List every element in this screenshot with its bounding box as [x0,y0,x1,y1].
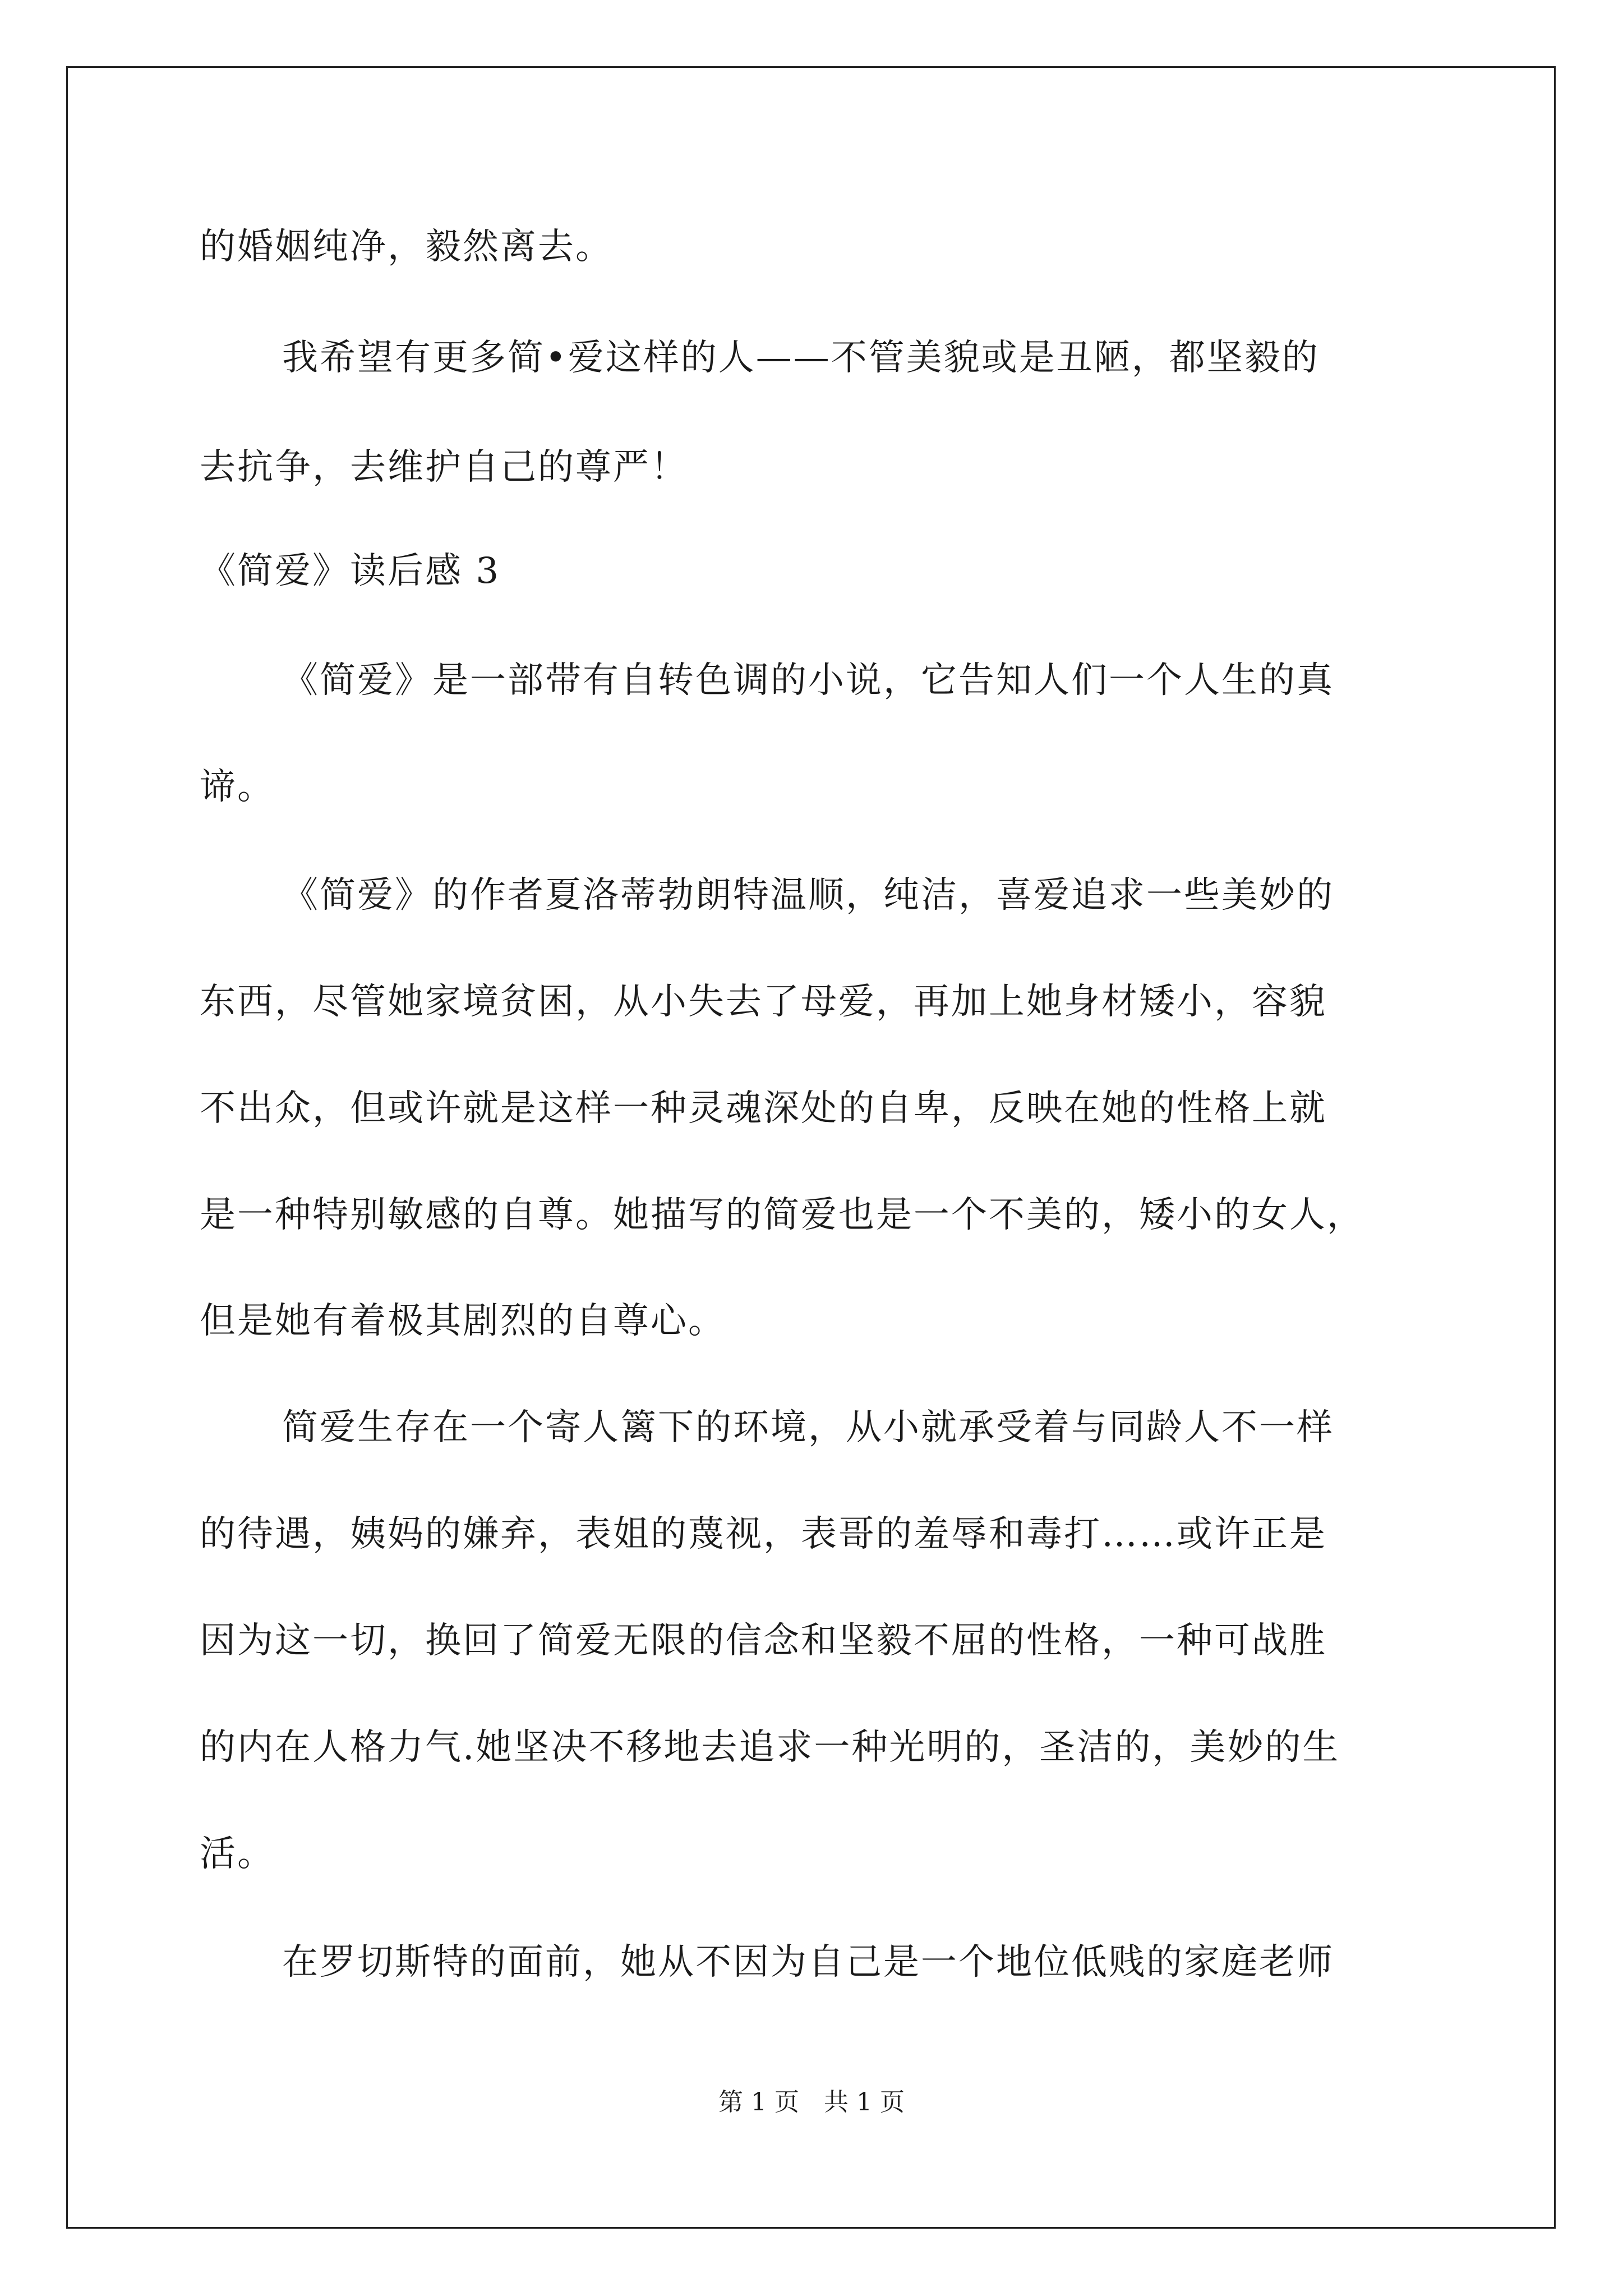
section-heading: 《简爱》读后感 3 [200,550,501,592]
body-line: 不出众，但或许就是这样一种灵魂深处的自卑，反映在她的性格上就 [200,1088,1327,1129]
body-line: 在罗切斯特的面前，她从不因为自己是一个地位低贱的家庭老师 [282,1941,1334,1983]
body-line: 的婚姻纯净，毅然离去。 [200,226,613,268]
body-line: 是一种特别敏感的自尊。她描写的简爱也是一个不美的，矮小的女人， [200,1194,1364,1236]
body-line: 简爱生存在一个寄人篱下的环境，从小就承受着与同龄人不一样 [282,1407,1334,1448]
page-footer: 第 1 页 共 1 页 [718,2088,905,2116]
body-line: 因为这一切，换回了简爱无限的信念和坚毅不屈的性格，一种可战胜 [200,1620,1327,1662]
body-line: 的待遇，姨妈的嫌弃，表姐的蔑视，表哥的羞辱和毒打……或许正是 [200,1513,1327,1555]
body-line: 去抗争，去维护自己的尊严！ [200,447,688,488]
body-line: 我希望有更多简•爱这样的人——不管美貌或是丑陋，都坚毅的 [282,337,1320,379]
body-line: 谛。 [200,766,275,808]
body-line: 的内在人格力气.她坚决不移地去追求一种光明的，圣洁的，美妙的生 [200,1727,1340,1768]
page-border [66,66,1556,2229]
body-line: 活。 [200,1833,275,1875]
body-line: 《简爱》是一部带有自转色调的小说，它告知人们一个人生的真 [282,660,1334,701]
body-line: 东西，尽管她家境贫困，从小失去了母爱，再加上她身材矮小，容貌 [200,981,1327,1023]
body-line: 《简爱》的作者夏洛蒂勃朗特温顺，纯洁，喜爱追求一些美妙的 [282,875,1334,916]
body-line: 但是她有着极其剧烈的自尊心。 [200,1300,726,1342]
